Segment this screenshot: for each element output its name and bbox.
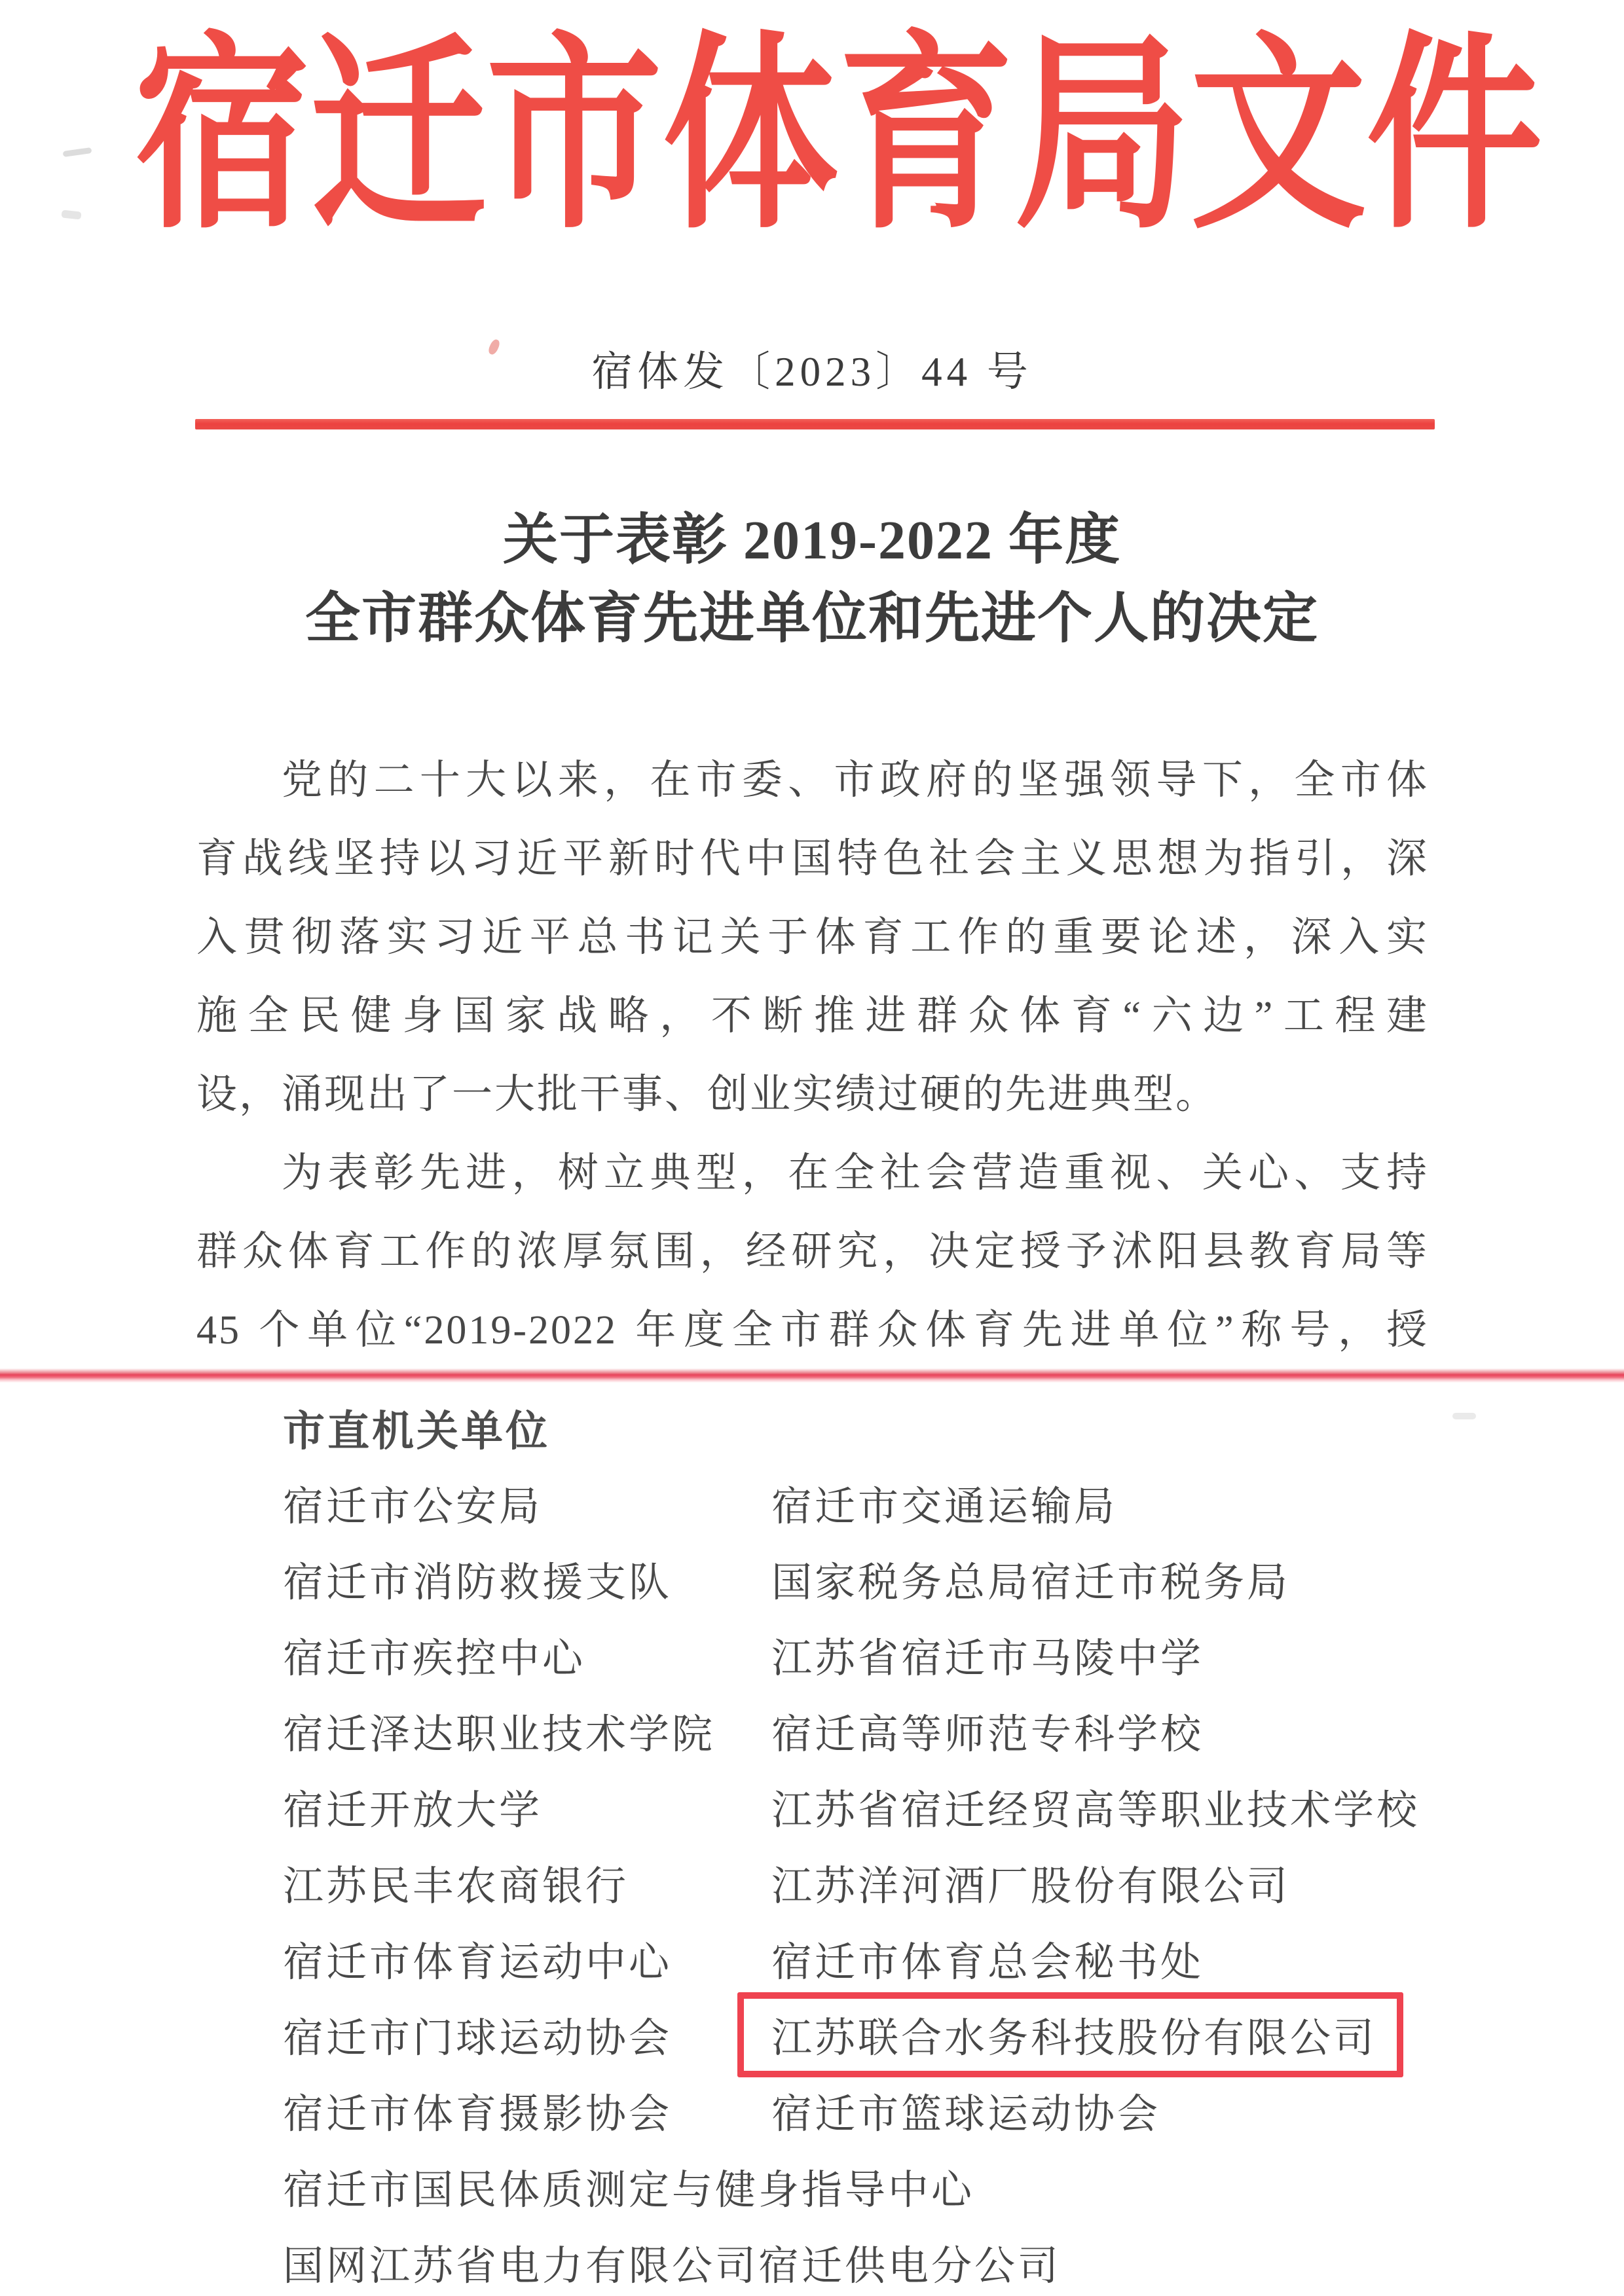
- list-row: [0, 1621, 1624, 1697]
- unit-name: 宿迁市体育运动中心: [283, 1941, 673, 1985]
- body-text: [196, 741, 1429, 1370]
- list-row: [0, 2077, 1624, 2153]
- unit-name: 江苏省宿迁经贸高等职业技术学校: [771, 1789, 1420, 1833]
- document-title-line2: 全市群众体育先进单位和先进个人的决定: [304, 589, 1319, 649]
- unit-name: 宿迁市公安局: [283, 1485, 543, 1529]
- body-line: 设，涌现出了一大批干事、创业实绩过硬的先进典型。: [196, 1072, 1219, 1117]
- red-highlight-box: [737, 1992, 1403, 2077]
- agency-letterhead: [0, 20, 1624, 255]
- unit-name: 宿迁市国民体质测定与健身指导中心: [283, 2168, 975, 2213]
- unit-name: 江苏省宿迁市马陵中学: [771, 1637, 1204, 1681]
- unit-name: 国网江苏省电力有限公司宿迁供电分公司: [283, 2244, 1061, 2289]
- letterhead-rule: [195, 419, 1435, 429]
- body-line: 育战线坚持以习近平新时代中国特色社会主义思想为指引，深: [196, 837, 1429, 881]
- unit-name-highlighted: 江苏联合水务科技股份有限公司: [771, 2016, 1377, 2061]
- body-line: 入贯彻落实习近平总书记关于体育工作的重要论述，深入实: [196, 915, 1429, 960]
- document-title-line1: 关于表彰 2019-2022 年度: [503, 510, 1121, 571]
- unit-name: 宿迁市消防救援支队: [283, 1561, 673, 1605]
- body-line: 为表彰先进，树立典型，在全社会营造重视、关心、支持: [282, 1151, 1429, 1195]
- list-row: [0, 2153, 1624, 2229]
- unit-name: 宿迁开放大学: [283, 1789, 543, 1833]
- list-row: [0, 1773, 1624, 1849]
- unit-name: 宿迁高等师范专科学校: [771, 1713, 1204, 1757]
- unit-name: 江苏洋河酒厂股份有限公司: [771, 1865, 1291, 1909]
- list-row: [0, 1545, 1624, 1621]
- unit-name: 宿迁市交通运输局: [771, 1485, 1118, 1529]
- body-line: 45 个单位“2019-2022 年度全市群众体育先进单位”称号，授: [196, 1308, 1429, 1353]
- unit-name: 江苏民丰农商银行: [283, 1865, 629, 1909]
- scan-artifact: [1452, 1413, 1476, 1419]
- unit-name: 宿迁市篮球运动协会: [771, 2092, 1161, 2137]
- section-heading: 市直机关单位: [283, 1408, 550, 1455]
- unit-name: 宿迁泽达职业技术学院: [283, 1713, 716, 1757]
- document-title: [0, 501, 1624, 659]
- unit-name: 宿迁市门球运动协会: [283, 2016, 673, 2061]
- agency-letterhead-text: 宿迁市体育局文件: [134, 22, 1543, 253]
- document-number: 宿体发〔2023〕44 号: [591, 349, 1033, 395]
- award-unit-list: [0, 1469, 1624, 2296]
- body-line: 党的二十大以来，在市委、市政府的坚强领导下，全市体: [282, 758, 1429, 803]
- unit-name: 宿迁市疾控中心: [283, 1637, 586, 1681]
- page-stitch-divider: [0, 1368, 1624, 1383]
- body-line: 群众体育工作的浓厚氛围，经研究，决定授予沭阳县教育局等: [196, 1230, 1429, 1274]
- list-row: [0, 1849, 1624, 1925]
- unit-name: 国家税务总局宿迁市税务局: [771, 1561, 1291, 1605]
- list-row: [0, 2229, 1624, 2296]
- list-row: [0, 1469, 1624, 1545]
- unit-name: 宿迁市体育摄影协会: [283, 2092, 673, 2137]
- list-row: [0, 1925, 1624, 2001]
- unit-name: 宿迁市体育总会秘书处: [771, 1941, 1204, 1985]
- list-row: [0, 1697, 1624, 1773]
- body-line: 施全民健身国家战略，不断推进群众体育“六边”工程建: [196, 994, 1429, 1038]
